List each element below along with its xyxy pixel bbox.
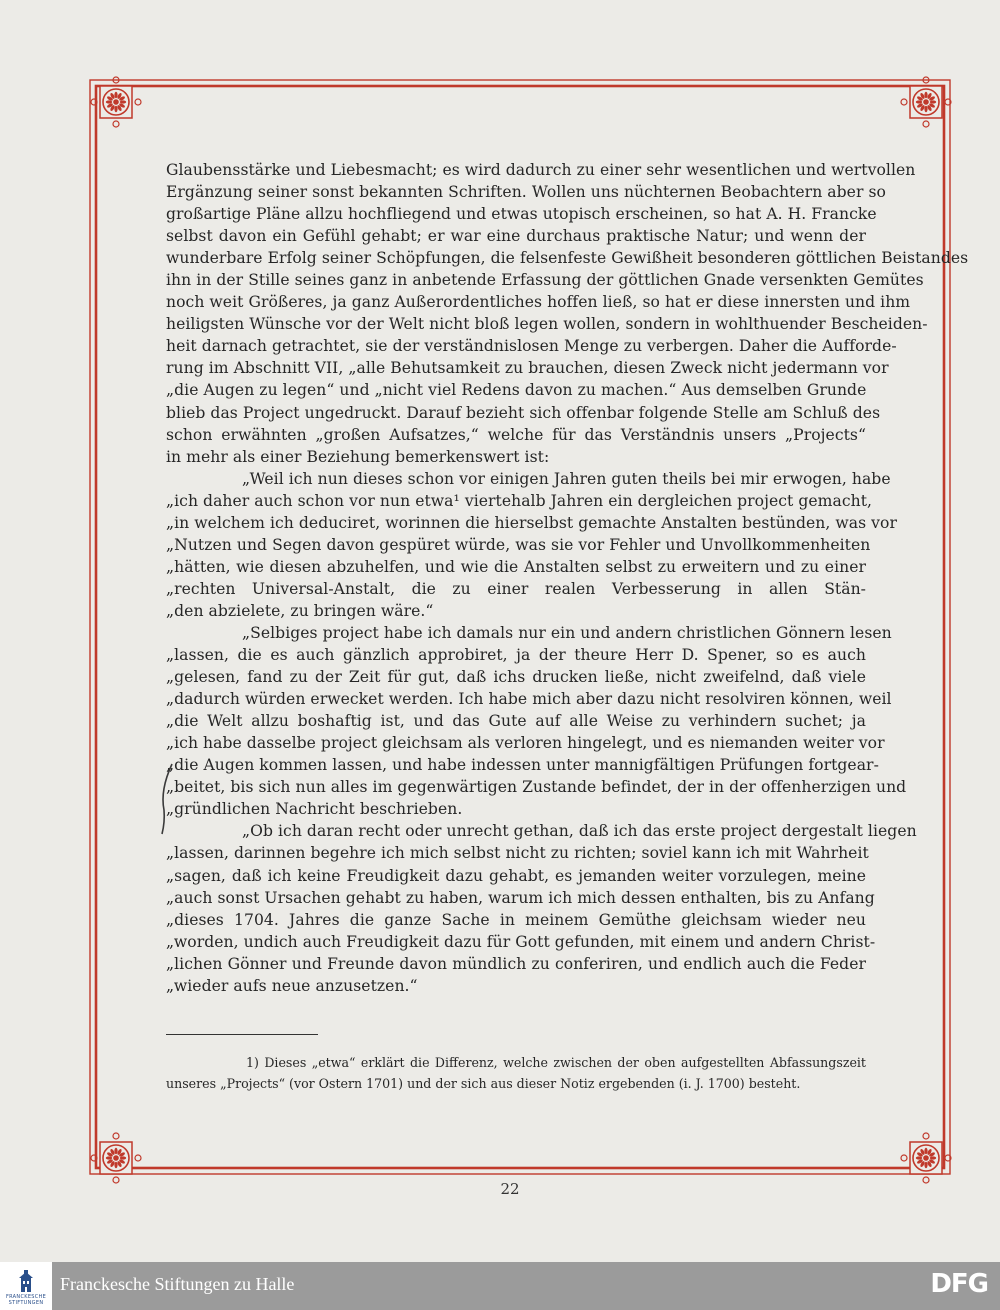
text-line: „auch sonst Ursachen gehabt zu haben, warum ich mich dessen enthalten, bis zu Anfang [166, 888, 875, 907]
text-line: schon erwähnten „großen Aufsatzes,“ welche für das Verständnis unsers „Projects“ [166, 425, 866, 444]
text-line: „Weil ich nun dieses schon vor einigen Jahren guten theils bei mir erwogen, habe [242, 469, 891, 488]
text-line: „den abzielete, zu bringen wäre.“ [166, 601, 434, 620]
text-line: „beitet, bis sich nun alles im gegenwärtigen Zustande befindet, der in der offenherzigen und [166, 778, 907, 797]
footnote-divider [166, 1034, 318, 1035]
text-line: „gründlichen Nachricht beschrieben. [166, 800, 463, 819]
viewer-bottom-bar [0, 1262, 1000, 1310]
text-line: „ich habe dasselbe project gleichsam als verloren hingelegt, und es niemanden weiter vor [166, 734, 885, 753]
text-line: „die Augen zu legen“ und „nicht viel Redens davon zu machen.“ Aus demselben Grunde [166, 381, 867, 400]
footnote-line: unseres „Projects“ (vor Ostern 1701) und der sich aus dieser Notiz ergebenden (i. J. 1700) besteht. [166, 1076, 801, 1091]
text-line: „ich daher auch schon vor nun etwa¹ viertehalb Jahren ein dergleichen project gemacht, [166, 491, 873, 510]
text-line: „rechten Universal-Anstalt, die zu einer realen Verbesserung in allen Stän- [166, 579, 866, 598]
text-line: blieb das Project ungedruckt. Darauf bezieht sich offenbar folgende Stelle am Schluß des [166, 403, 881, 422]
text-line: „dadurch würden erwecket werden. Ich habe mich aber dazu nicht resolviren können, weil [166, 690, 892, 709]
dfg-logo[interactable]: DFG [930, 1269, 988, 1299]
text-line: „die Augen kommen lassen, und habe indessen unter mannigfältigen Prüfungen fortgear- [166, 756, 879, 775]
text-line: „wieder aufs neue anzusetzen.“ [166, 976, 418, 995]
logo-caption: FRANCKESCHE STIFTUNGEN [5, 1294, 47, 1306]
text-line: „Selbiges project habe ich damals nur ein und andern christlichen Gönnern lesen [242, 623, 892, 642]
franckesche-stiftungen-logo[interactable] [0, 1262, 52, 1310]
text-line: „Nutzen und Segen davon gespüret würde, was sie vor Fehler und Unvollkommenheiten [166, 535, 871, 554]
text-line: großartige Pläne allzu hochfliegend und etwas utopisch erscheinen, so hat A. H. Francke [166, 205, 877, 224]
building-icon [17, 1268, 35, 1294]
text-line: noch weit Größeres, ja ganz Außerordentliches hoffen ließ, so hat er diese innersten und ihm [166, 293, 911, 312]
text-line: „gelesen, fand zu der Zeit für gut, daß ichs drucken ließe, nicht zweifelnd, daß viele [166, 668, 866, 687]
text-line: „hätten, wie diesen abzuhelfen, und wie die Anstalten selbst zu erweitern und zu einer [166, 557, 866, 576]
text-line: „sagen, daß ich keine Freudigkeit dazu gehabt, es jemanden weiter vorzulegen, meine [166, 866, 866, 885]
text-line: „lichen Gönner und Freunde davon mündlich zu conferiren, und endlich auch die Feder [166, 954, 866, 973]
text-line: „Ob ich daran recht oder unrecht gethan, daß ich das erste project dergestalt liegen [242, 822, 917, 841]
corner-rosette-bottom-left [91, 1133, 141, 1183]
text-line: „in welchem ich deduciret, worinnen die hierselbst gemachte Anstalten bestünden, was vor [166, 513, 897, 532]
text-line: selbst davon ein Gefühl gehabt; er war eine durchaus praktische Natur; und wenn der [166, 227, 866, 246]
text-line: in mehr als einer Beziehung bemerkenswert ist: [166, 447, 550, 466]
text-line: „lassen, die es auch gänzlich approbiret, ja der theure Herr D. Spener, so es auch [166, 646, 866, 665]
institution-name[interactable]: Franckesche Stiftungen zu Halle [60, 1274, 295, 1294]
text-line: „dieses 1704. Jahres die ganze Sache in meinem Gemüthe gleichsam wieder neu [166, 910, 866, 929]
corner-rosette-top-left [91, 77, 141, 127]
text-line: „worden, undich auch Freudigkeit dazu für Gott gefunden, mit einem und andern Christ- [166, 932, 876, 951]
text-line: heiligsten Wünsche vor der Welt nicht bloß legen wollen, sondern in wohlthuender Bescheiden- [166, 315, 928, 334]
text-line: „die Welt allzu boshaftig ist, und das Gute auf alle Weise zu verhindern suchet; ja [166, 712, 866, 731]
text-line: Ergänzung seiner sonst bekannten Schriften. Wollen uns nüchternen Beobachtern aber so [166, 183, 886, 202]
text-line: rung im Abschnitt VII, „alle Behutsamkeit zu brauchen, diesen Zweck nicht jedermann vor [166, 359, 889, 378]
main-text [166, 159, 969, 997]
text-line: Glaubensstärke und Liebesmacht; es wird dadurch zu einer sehr wesentlichen und wertvollen [166, 161, 916, 179]
text-line: heit darnach getrachtet, sie der verständnislosen Menge zu verbergen. Daher die Aufforde- [166, 337, 897, 356]
footnote-line: 1) Dieses „etwa“ erklärt die Differenz, welche zwischen der oben aufgestellten Abfassungszeit [246, 1055, 866, 1070]
text-line: wunderbare Erfolg seiner Schöpfungen, die felsenfeste Gewißheit besonderen göttlichen Beistandes [166, 249, 969, 268]
pencil-margin-mark [150, 760, 180, 840]
footnote [166, 1052, 866, 1094]
text-line: „lassen, darinnen begehre ich mich selbst nicht zu richten; soviel kann ich mit Wahrheit [166, 844, 869, 863]
text-line: ihn in der Stille seines ganz in anbetende Erfassung der göttlichen Gnade versenkten Gemütes [166, 271, 924, 290]
page-number: 22 [500, 1180, 520, 1198]
